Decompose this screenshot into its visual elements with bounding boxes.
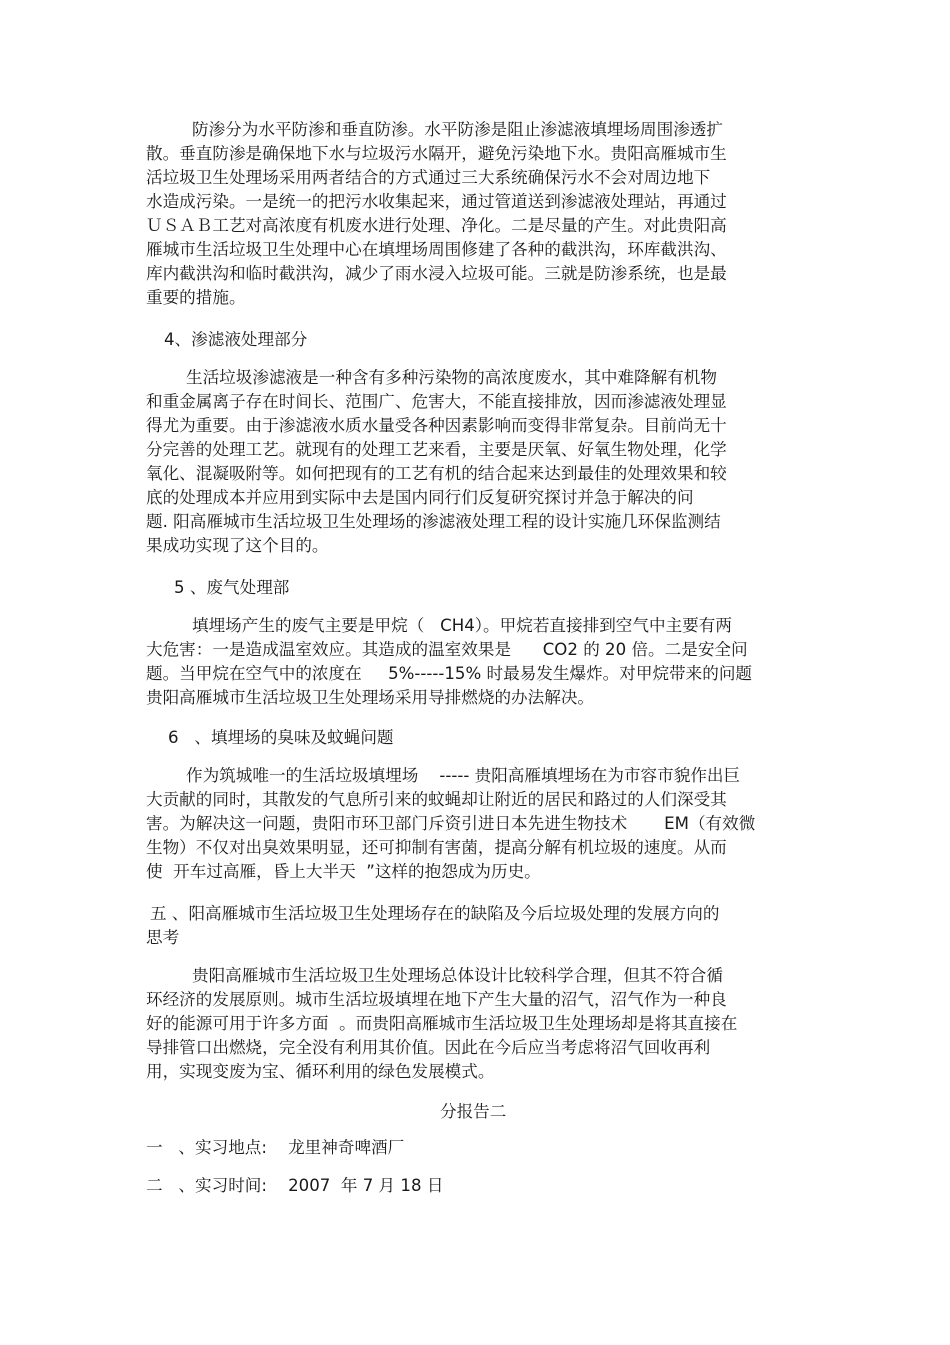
section-heading-leachate: 4、渗滤液处理部分	[164, 330, 308, 349]
text-line: 用，实现变废为宝、循环利用的绿色发展模式。	[146, 1062, 495, 1081]
text-line: 贵阳高雁城市生活垃圾卫生处理场总体设计比较科学合理，但其不符合循	[192, 966, 723, 985]
text-line: 分完善的处理工艺。就现有的处理工艺来看，主要是厌氧、好氧生物处理，化学	[146, 440, 727, 459]
text-line: ＵＳＡＢ工艺对高浓度有机废水进行处理、净化。二是尽量的产生。对此贵阳高	[146, 216, 727, 235]
section-heading-waste-gas: 5 、废气处理部	[174, 578, 290, 597]
text-line: 大危害：一是造成温室效应。其造成的温室效果是 CO2 的 20 倍。二是安全问	[146, 640, 748, 659]
text-line: 得尤为重要。由于渗滤液水质水量受各种因素影响而变得非常复杂。目前尚无十	[146, 416, 727, 435]
text-line: 生活垃圾渗滤液是一种含有多种污染物的高浓度废水，其中难降解有机物	[186, 368, 717, 387]
text-line: 填埋场产生的废气主要是甲烷（ CH4）。甲烷若直接排到空气中主要有两	[192, 616, 732, 635]
text-line: 好的能源可用于许多方面 。而贵阳高雁城市生活垃圾卫生处理场却是将其直接在	[146, 1014, 738, 1033]
text-line: 散。垂直防渗是确保地下水与垃圾污水隔开，避免污染地下水。贵阳高雁城市生	[146, 144, 727, 163]
text-line: 重要的措施。	[146, 288, 246, 307]
text-line: 题. 阳高雁城市生活垃圾卫生处理场的渗滤液处理工程的设计实施几环保监测结	[146, 512, 721, 531]
text-line: 环经济的发展原则。城市生活垃圾填埋在地下产生大量的沼气，沼气作为一种良	[146, 990, 727, 1009]
text-line: 库内截洪沟和临时截洪沟，减少了雨水浸入垃圾可能。三就是防渗系统，也是最	[146, 264, 727, 283]
text-line: 导排管口出燃烧，完全没有利用其价值。因此在今后应当考虑将沼气回收再利	[146, 1038, 711, 1057]
section-heading-odor: 6 、填埋场的臭味及蚊蝇问题	[168, 728, 394, 747]
text-line: 和重金属离子存在时间长、范围广、危害大，不能直接排放，因而渗滤液处理显	[146, 392, 727, 411]
internship-date: 二 、实习时间: 2007 年 7 月 18 日	[146, 1176, 444, 1195]
internship-location: 一 、实习地点: 龙里神奇啤酒厂	[146, 1138, 405, 1157]
text-line: 水造成污染。一是统一的把污水收集起来，通过管道送到渗滤液处理站，再通过	[146, 192, 727, 211]
text-line: 使 开车过高雁，昏上大半天 ”这样的抱怨成为历史。	[146, 862, 541, 881]
text-line: 生物）不仅对出臭效果明显，还可抑制有害菌，提高分解有机垃圾的速度。从而	[146, 838, 727, 857]
text-line: 大贡献的同时，其散发的气息所引来的蚊蝇却让附近的居民和路过的人们深受其	[146, 790, 727, 809]
report-title: 分报告二	[440, 1102, 507, 1121]
text-line: 作为筑城唯一的生活垃圾填埋场 ----- 贵阳高雁填埋场在为市容市貌作出巨	[186, 766, 741, 785]
text-line: 害。为解决这一问题，贵阳市环卫部门斥资引进日本先进生物技术 EM（有效微	[146, 814, 756, 833]
text-line: 题。当甲烷在空气中的浓度在 5%-----15% 时最易发生爆炸。对甲烷带来的问题	[146, 664, 753, 683]
text-line: 氧化、混凝吸附等。如何把现有的工艺有机的结合起来达到最佳的处理效果和较	[146, 464, 727, 483]
text-line: 底的处理成本并应用到实际中去是国内同行们反复研究探讨并急于解决的问	[146, 488, 694, 507]
text-line: 果成功实现了这个目的。	[146, 536, 329, 555]
text-line: 防渗分为水平防渗和垂直防渗。水平防渗是阻止渗滤液填埋场周围渗透扩	[192, 120, 723, 139]
text-line: 雁城市生活垃圾卫生处理中心在填埋场周围修建了各种的截洪沟，环库截洪沟、	[146, 240, 727, 259]
text-line: 五 、阳高雁城市生活垃圾卫生处理场存在的缺陷及今后垃圾处理的发展方向的	[150, 904, 720, 923]
text-line: 贵阳高雁城市生活垃圾卫生处理场采用导排燃烧的办法解决。	[146, 688, 595, 707]
text-line: 思考	[146, 928, 180, 947]
text-line: 活垃圾卫生处理场采用两者结合的方式通过三大系统确保污水不会对周边地下	[146, 168, 711, 187]
